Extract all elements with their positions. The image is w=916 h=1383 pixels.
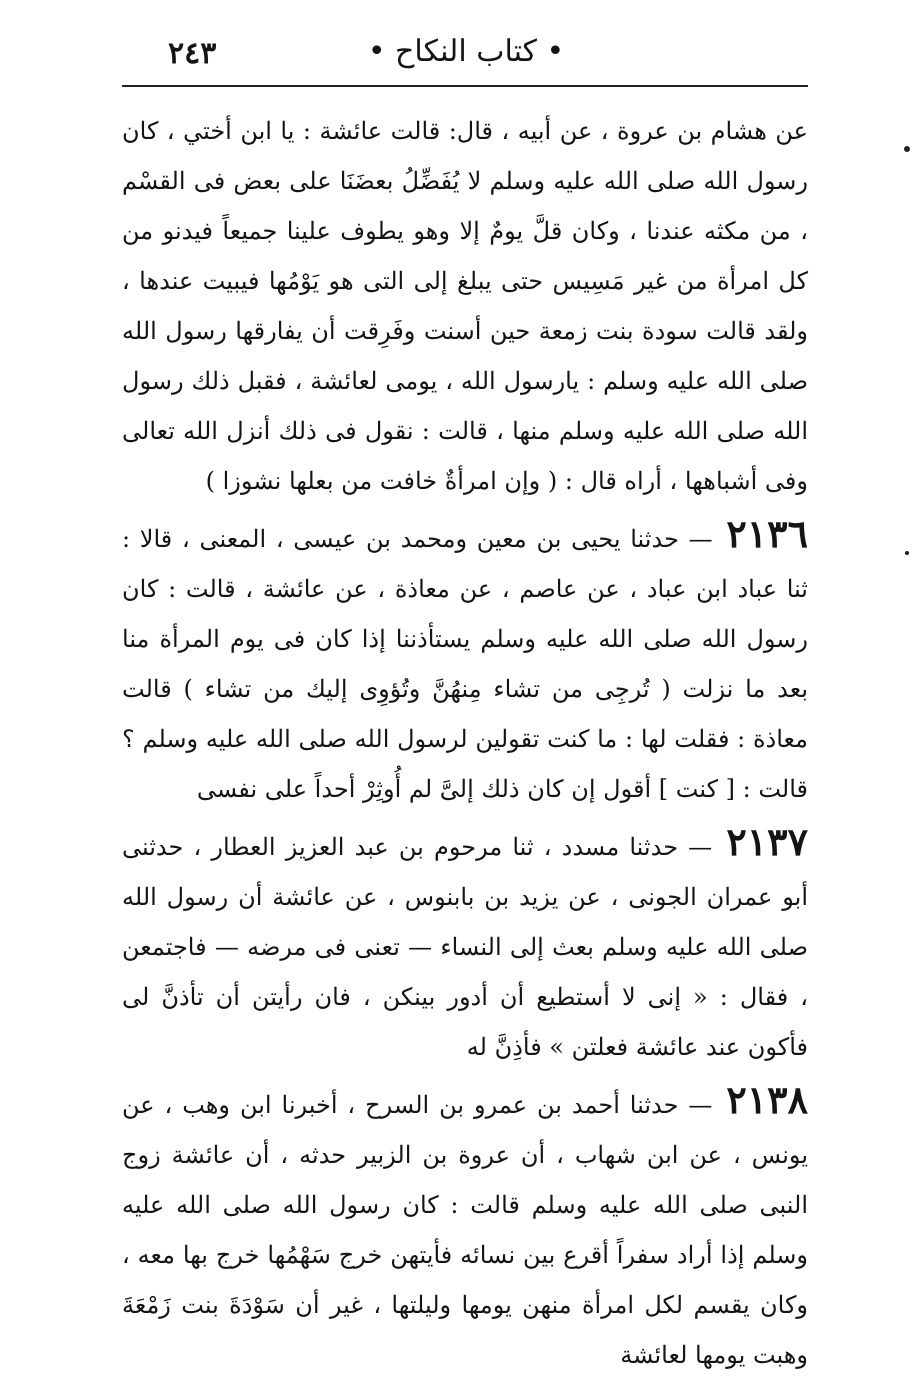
hadith-paragraph [122,1075,808,1380]
hadith-number: ٢١٣٨ [726,1077,808,1122]
margin-mark [904,146,910,152]
paragraph-text: — حدثنا يحيى بن معين ومحمد بن عيسى ، المعنى ، قالا : ثنا عباد ابن عباد ، عن عاصم ، عن معاذة ، عن عائشة ، قالت : كان رسول الله صلى الله عليه وسلم يستأذننا إذا كان فى يوم المرأة منا بعد ما نزلت ( تُرجِى من تشاء مِنهُنَّ وتُؤوِى إليك من تشاء ) قالت معاذة : فقلت لها : ما كنت تقولين لرسول الله صلى الله عليه وسلم ؟ قالت : [ كنت ] أقول إن كان ذلك إلىَّ لم أُوثِرْ أحداً على نفسى [122,525,808,803]
hadith-paragraph [122,817,808,1072]
header-rule [122,85,808,87]
body-text [122,106,808,1383]
hadith-paragraph [122,509,808,814]
hadith-number: ٢١٣٧ [726,819,808,864]
paragraph-text: عن هشام بن عروة ، عن أبيه ، قال: قالت عائشة : يا ابن أختي ، كان رسول الله صلى الله عليه وسلم لا يُفَضِّلُ بعضَنَا على بعض فى القسْم ، من مكثه عندنا ، وكان قلَّ يومٌ إلا وهو يطوف علينا جميعاً فيدنو من كل امرأة من غير مَسِيس حتى يبلغ إلى التى هو يَوْمُها فيبيت عندها ، ولقد قالت سودة بنت زمعة حين أسنت وفَرِقت أن يفارقها رسول الله صلى الله عليه وسلم : يارسول الله ، يومى لعائشة ، فقبل ذلك رسول الله صلى الله عليه وسلم منها ، قالت : نقول فى ذلك أنزل الله تعالى وفى أشباهها ، أراه قال : ( وإن امرأةٌ خافت من بعلها نشوزا ) [122,117,809,495]
running-title: • كتاب النكاح • [367,34,565,69]
margin-mark [905,551,909,555]
hadith-number: ٢١٣٦ [726,511,808,556]
page-number: ٢٤٣ [168,36,217,71]
paragraph-text: — حدثنا أحمد بن عمرو بن السرح ، أخبرنا ابن وهب ، عن يونس ، عن ابن شهاب ، أن عروة بن الزبير حدثه ، أن عائشة زوج النبى صلى الله عليه وسلم قالت : كان رسول الله صلى الله عليه وسلم إذا أراد سفراً أقرع بين نسائه فأيتهن خرج سَهْمُها خرج بها معه ، وكان يقسم لكل امرأة منهن يومها وليلتها ، غير أن سَوْدَةَ بنت زَمْعَةَ وهبت يومها لعائشة [122,1091,808,1369]
paragraph [122,106,808,506]
page-header [126,22,806,72]
paragraph-text: — حدثنا مسدد ، ثنا مرحوم بن عبد العزيز العطار ، حدثنى أبو عمران الجونى ، عن يزيد بن بابنوس ، عن عائشة أن رسول الله صلى الله عليه وسلم بعث إلى النساء — تعنى فى مرضه — فاجتمعن ، فقال : « إنى لا أستطيع أن أدور بينكن ، فان رأيتن أن تأذنَّ لى فأكون عند عائشة فعلتن » فأذِنَّ له [122,833,808,1061]
